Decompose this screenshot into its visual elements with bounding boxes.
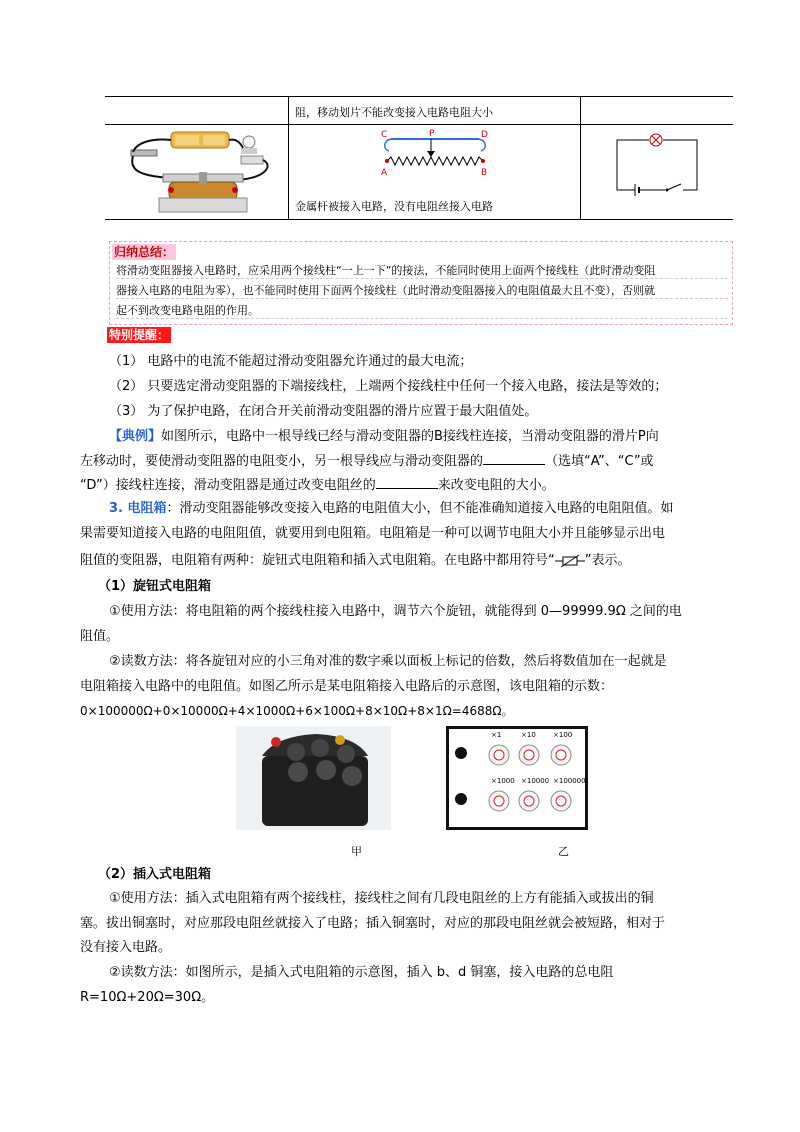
example-line-1 [109, 428, 659, 446]
rotary-box-photo [236, 726, 391, 830]
plugin-use-1: ①使用方法：插入式电阻箱有两个接线柱，接线柱之间有几段电阻丝的上方有能插入或拔出的铜 [109, 891, 654, 906]
section3-text-1: ：滑动变阻器能够改变接入电路的电阻值大小，但不能准确知道接入电路的电阻阻值。如 [166, 501, 674, 516]
table-col-divider-1 [288, 96, 289, 220]
dial-multiplier-label: ×100000 [553, 777, 585, 785]
dial-pointer [494, 750, 504, 760]
summary-dash-1 [116, 278, 728, 279]
example-text-2b: （选填“A”、“C”或 [545, 454, 654, 469]
rheostat-label-c: C [381, 130, 388, 140]
section3-heading: 3. 电阻箱 [109, 501, 167, 516]
dial-multiplier-label: ×100 [553, 731, 573, 739]
summary-dash-2 [116, 298, 728, 299]
section3-line-3 [80, 552, 631, 570]
rheostat-label-p: P [429, 129, 435, 139]
table-col-divider-2 [580, 96, 581, 220]
reminder-item-1: （1） 电路中的电流不能超过滑动变阻器允许通过的最大电流； [109, 354, 473, 369]
resistance-box-symbol-icon [555, 554, 585, 568]
dial-multiplier-label: ×10000 [521, 777, 550, 785]
summary-line-1: 将滑动变阻器接入电路时，应采用两个接线柱“一上一下”的接法，不能同时使用上面两个接线柱（此时滑动变阻 [116, 264, 656, 277]
plugin-read-2: R=10Ω+20Ω=30Ω。 [80, 990, 215, 1005]
circuit-diagram [607, 132, 707, 196]
example-text-3a: “D”）接线柱连接，滑动变阻器是通过改变电阻丝的 [80, 478, 376, 493]
summary-line-2: 器接入电路的电阻为零），也不能同时使用下面两个接线柱（此时滑动变阻器接入的电阻值最大且不变），否则就 [116, 284, 655, 297]
summary-box [109, 241, 733, 325]
summary-line-3: 起不到改变电路电阻的作用。 [116, 304, 259, 317]
caption-jia: 甲 [351, 845, 362, 858]
rheostat-label-a: A [381, 168, 388, 178]
rotary-read-2: 电阻箱接入电路中的电阻值。如图乙所示是某电阻箱接入电路后的示意图，该电阻箱的示数： [80, 679, 614, 694]
caption-yi: 乙 [558, 845, 569, 858]
dial-pointer [556, 796, 566, 806]
table-top-border [105, 96, 733, 97]
dial-multiplier-label: ×1000 [491, 777, 515, 785]
example-line-2 [80, 452, 654, 471]
summary-dash-3 [116, 318, 728, 319]
summary-tag: 归纳总结： [114, 245, 175, 259]
rotary-use-2: 阻值。 [80, 629, 120, 644]
section3-text-3a: 阻值的变阻器，电阻箱有两种：旋钮式电阻箱和插入式电阻箱。在电路中都用符号“ [80, 553, 555, 568]
rheostat-label-b: B [481, 168, 488, 178]
rheostat-label-d: D [481, 130, 488, 140]
rotary-use-1: ①使用方法：将电阻箱的两个接线柱接入电路中，调节六个旋钮，就能得到 0—99999.9Ω 之间的电 [109, 604, 682, 619]
table-row-divider [105, 124, 733, 125]
example-blank-1[interactable] [483, 452, 545, 465]
rotary-read-3: 0×100000Ω+0×10000Ω+4×1000Ω+6×100Ω+8×10Ω+8×1Ω=4688Ω。 [80, 704, 514, 718]
section3-text-3b: ”表示。 [584, 553, 631, 568]
rotary-read-1: ②读数方法：将各旋钮对应的小三角对准的数字乘以面板上标记的倍数，然后将数值加在一起就是 [109, 654, 667, 669]
dial-pointer [524, 750, 534, 760]
reminder-tag: 特别提醒： [109, 328, 170, 342]
dial-pointer [494, 796, 504, 806]
reminder-item-2: （2） 只要选定滑动变阻器的下端接线柱，上端两个接线柱中任何一个接入电路，接法是等效的； [109, 379, 668, 394]
dial-pointer [524, 796, 534, 806]
dial-multiplier-label: ×10 [521, 731, 536, 739]
dial-pointer [556, 750, 566, 760]
plugin-read-1: ②读数方法：如图所示，是插入式电阻箱的示意图，插入 b、d 铜塞，接入电路的总电阻 [109, 965, 614, 980]
section3-line-2: 果需要知道接入电路的电阻阻值，就要用到电阻箱。电阻箱是一种可以调节电阻大小并且能够显示出电 [80, 526, 666, 541]
example-tag: 【典例】 [109, 429, 162, 444]
example-blank-2[interactable] [376, 476, 438, 489]
example-line-3 [80, 476, 555, 495]
plugin-heading: （2）插入式电阻箱 [98, 867, 212, 882]
rotary-heading: （1）旋钮式电阻箱 [98, 579, 212, 594]
table-row1-mid-text: 阻，移动划片不能改变接入电路电阻大小 [295, 106, 493, 119]
table-row2-mid-text: 金属杆被接入电路，没有电阻丝接入电路 [295, 200, 493, 213]
physical-circuit-illustration [123, 130, 283, 216]
table-bottom-border [105, 219, 733, 220]
rotary-box-diagram [446, 726, 588, 830]
rheostat-schematic [375, 127, 495, 182]
plugin-use-2: 塞。拔出铜塞时，对应那段电阻丝就接入了电路；插入铜塞时，对应的那段电阻丝就会被短路，相对于 [80, 916, 666, 931]
section3-line-1 [109, 500, 674, 518]
plugin-use-3: 没有接入电路。 [80, 940, 172, 955]
reminder-item-3: （3） 为了保护电路，在闭合开关前滑动变阻器的滑片应置于最大阻值处。 [109, 404, 538, 419]
example-text-3b: 来改变电阻的大小。 [437, 478, 555, 493]
example-text-1: 如图所示，电路中一根导线已经与滑动变阻器的B接线柱连接，当滑动变阻器的滑片P向 [161, 429, 659, 444]
example-text-2a: 左移动时，要使滑动变阻器的电阻变小，另一根导线应与滑动变阻器的 [80, 454, 484, 469]
comparison-table [105, 96, 733, 220]
dial-multiplier-label: ×1 [491, 731, 502, 739]
